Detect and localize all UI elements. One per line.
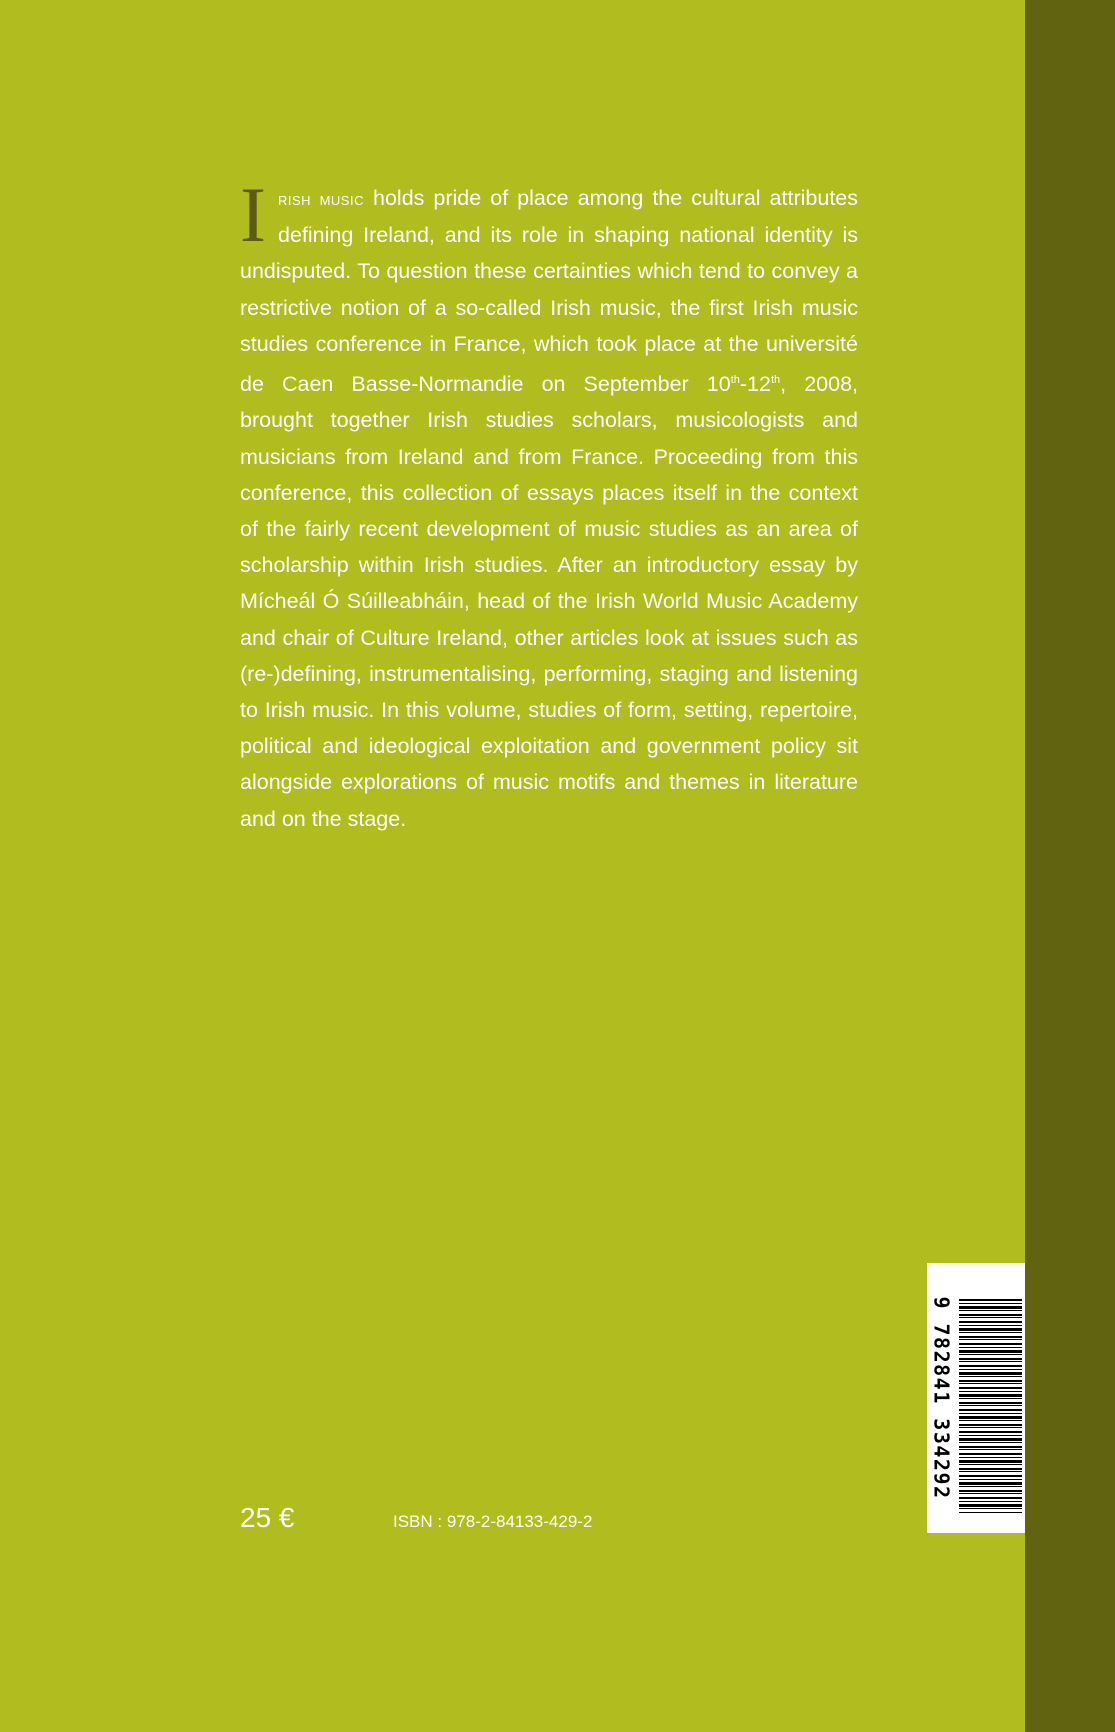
drop-cap: I <box>240 171 266 258</box>
barcode-number <box>927 1263 957 1533</box>
blurb-paragraph <box>240 171 858 837</box>
isbn-label: ISBN : 978-2-84133-429-2 <box>393 1512 593 1531</box>
blurb-text-mid: -12 <box>739 372 771 397</box>
barcode-digits-text: 9 782841 334292 <box>930 1296 954 1500</box>
blurb-text-end: , 2008, brought together Irish studies scholars, musicologists and musicians from Ireland and from France. Proceeding from this conference, this collection of essays places itself in the context of the fairly recent development of music studies as an area of scholarship within Irish studies. After an introductory essay by Mícheál Ó Súilleabháin, head of the Irish World Music Academy and chair of Culture Ireland, other articles look at issues such as (re-)defining, instrumentalising, performing, staging and listening to Irish music. In this volume, studies of form, setting, repertoire, political and ideological exploitation and government policy sit alongside explorations of music motifs and themes in literature and on the stage. <box>240 372 858 831</box>
spine-band <box>1025 0 1115 1732</box>
barcode-bars <box>959 1299 1022 1513</box>
barcode <box>927 1263 1025 1533</box>
blurb-text: holds pride of place among the cultural attributes defining Ireland, and its role in shaping national identity is undisputed. To question these certainties which tend to convey a restrictive notion of a so-called Irish music, the first Irish music studies conference in France, which took place at the université de Caen Basse-Normandie on September 10 <box>240 186 858 397</box>
ordinal-suffix: th <box>730 374 740 387</box>
ordinal-suffix: th <box>770 374 781 387</box>
price: 25 € <box>240 1502 295 1533</box>
blurb-lead-smallcaps: rish music <box>277 189 364 209</box>
